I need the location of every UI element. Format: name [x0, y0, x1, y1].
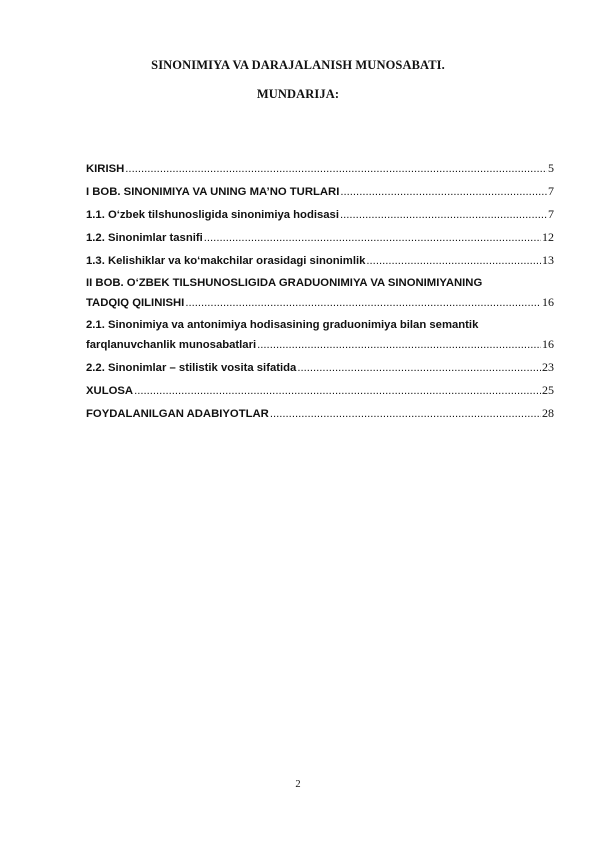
toc-page: 25	[542, 383, 554, 397]
document-title: SINONIMIYA VA DARAJALANISH MUNOSABATI.	[151, 58, 445, 72]
leader-dots	[204, 229, 541, 248]
leader-dots	[185, 294, 541, 313]
toc-page: 16	[542, 295, 554, 309]
toc-entry-1-2	[86, 228, 554, 248]
toc-label: farqlanuvchanlik munosabatlari	[86, 339, 257, 351]
toc-entry-chapter-2	[86, 274, 554, 313]
toc-page: 16	[542, 337, 554, 351]
toc-entry-xulosa	[86, 381, 554, 401]
toc-label: 2.2. Sinonimlar – stilistik vosita sifatida	[86, 362, 297, 374]
toc-label: KIRISH	[86, 163, 125, 175]
toc-label-line1: II BOB. O‘ZBEK TILSHUNOSLIGIDA GRADUONIMIYA VA SINONIMIYANING	[86, 277, 483, 289]
toc-label: I BOB. SINONIMIYA VA UNING MA’NO TURLARI	[86, 186, 340, 198]
toc-label: 1.1. O‘zbek tilshunosligida sinonimiya hodisasi	[86, 209, 339, 221]
toc-entry-2-1	[86, 316, 554, 355]
toc-label: FOYDALANILGAN ADABIYOTLAR	[86, 408, 269, 420]
toc-page: 5	[548, 161, 554, 175]
toc-page: 7	[548, 184, 554, 198]
toc-entry-1-1	[86, 205, 554, 225]
toc-label: XULOSA	[86, 385, 134, 397]
toc-label: 1.3. Kelishiklar va ko‘makchilar orasidagi sinonimlik	[86, 255, 366, 267]
toc-heading: MUNDARIJA:	[256, 87, 340, 101]
toc-entry-kirish	[86, 159, 554, 179]
toc-entry-chapter-1	[86, 182, 554, 202]
toc-label: TADQIQ QILINISHI	[86, 297, 185, 309]
toc-entry-2-2	[86, 358, 554, 378]
toc-page: 7	[548, 207, 554, 221]
toc-label: 1.2. Sinonimlar tasnifi	[86, 232, 203, 244]
page-number: 2	[295, 779, 301, 790]
toc-label-line1: 2.1. Sinonimiya va antonimiya hodisasining graduonimiya bilan semantik	[86, 319, 479, 331]
toc-page: 12	[542, 230, 554, 244]
leader-dots	[257, 336, 541, 355]
leader-dots	[125, 160, 547, 179]
leader-dots	[297, 359, 541, 378]
toc-entry-bibliography	[86, 404, 554, 424]
toc-page: 23	[542, 360, 554, 374]
table-of-contents	[86, 159, 554, 427]
leader-dots	[134, 382, 541, 401]
toc-entry-1-3	[86, 251, 554, 271]
leader-dots	[340, 206, 547, 225]
toc-page: 13	[542, 253, 554, 267]
toc-page: 28	[542, 406, 554, 420]
leader-dots	[366, 252, 541, 271]
leader-dots	[270, 405, 541, 424]
leader-dots	[340, 183, 547, 202]
